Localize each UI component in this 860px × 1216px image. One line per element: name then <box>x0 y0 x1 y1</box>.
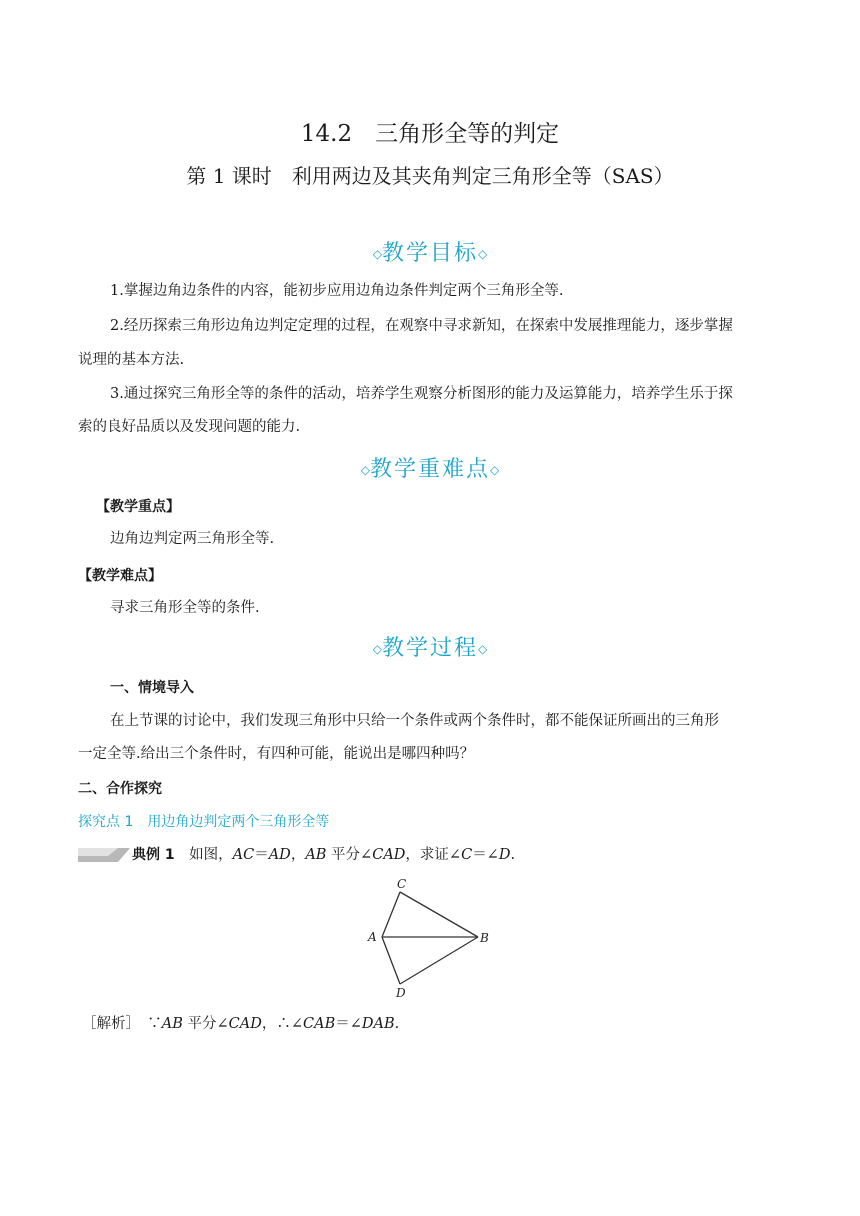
focus-text: 边角边判定两三角形全等. <box>110 531 275 547</box>
focus-label: 【教学重点】 <box>96 499 180 515</box>
section-heading-key-points <box>0 452 860 483</box>
segment-db <box>400 937 478 984</box>
example-label: 典例 1 <box>132 847 175 863</box>
triangle-figure <box>360 872 500 1002</box>
section-heading-goals <box>0 236 860 267</box>
diamond-icon: ◇ <box>372 247 382 261</box>
page-subtitle: 第 1 课时 利用两边及其夹角判定三角形全等（SAS） <box>186 164 674 188</box>
goal-item-2-line2: 说理的基本方法. <box>78 352 185 368</box>
section-title-process: 教学过程 <box>381 636 478 661</box>
diamond-icon: ◇ <box>478 247 488 261</box>
segment-ad <box>382 937 400 984</box>
explore-point-heading: 探究点 1 用边角边判定两个三角形全等 <box>78 814 330 830</box>
difficulty-label: 【教学难点】 <box>78 568 162 584</box>
section-title-key-points: 教学重难点 <box>369 457 490 482</box>
vertex-label-c: C <box>397 877 407 891</box>
example-tab-icon <box>78 848 130 862</box>
vertex-label-a: A <box>368 930 377 944</box>
diamond-icon: ◇ <box>360 463 370 477</box>
diamond-icon: ◇ <box>478 642 488 656</box>
section-heading-process <box>0 631 860 662</box>
vertex-label-d: D <box>396 986 406 1000</box>
example-1: 典例 1 如图，AC＝AD，AB 平分∠CAD，求证∠C＝∠D. <box>132 847 516 863</box>
analysis: ［解析］ ∵AB 平分∠CAD，∴∠CAB＝∠DAB. <box>82 1016 400 1032</box>
goal-item-1: 1.掌握边角边条件的内容，能初步应用边角边条件判定两个三角形全等. <box>110 283 564 299</box>
difficulty-text: 寻求三角形全等的条件. <box>110 600 260 616</box>
vertex-label-b: B <box>480 931 489 945</box>
part2-heading: 二、合作探究 <box>78 781 162 797</box>
goal-item-3-line2: 索的良好品质以及发现问题的能力. <box>78 419 301 435</box>
part1-line2: 一定全等.给出三个条件时，有四种可能，能说出是哪四种吗？ <box>78 746 475 762</box>
page-title: 14.2 三角形全等的判定 <box>300 121 560 147</box>
analysis-label: ［解析］ <box>82 1016 133 1032</box>
goal-item-2-line1: 2.经历探索三角形边角边判定定理的过程，在观察中寻求新知，在探索中发展推理能力，逐步掌握 <box>110 318 733 334</box>
section-title-goals: 教学目标 <box>381 241 478 266</box>
segment-cb <box>400 892 478 937</box>
segment-ac <box>382 892 400 937</box>
goal-item-3-line1: 3.通过探究三角形全等的条件的活动，培养学生观察分析图形的能力及运算能力，培养学生乐于探 <box>110 386 733 402</box>
diamond-icon: ◇ <box>490 463 500 477</box>
diamond-icon: ◇ <box>372 642 382 656</box>
part1-line1: 在上节课的讨论中，我们发现三角形中只给一个条件或两个条件时，都不能保证所画出的三角形 <box>110 713 719 729</box>
part1-heading: 一、情境导入 <box>110 680 194 696</box>
